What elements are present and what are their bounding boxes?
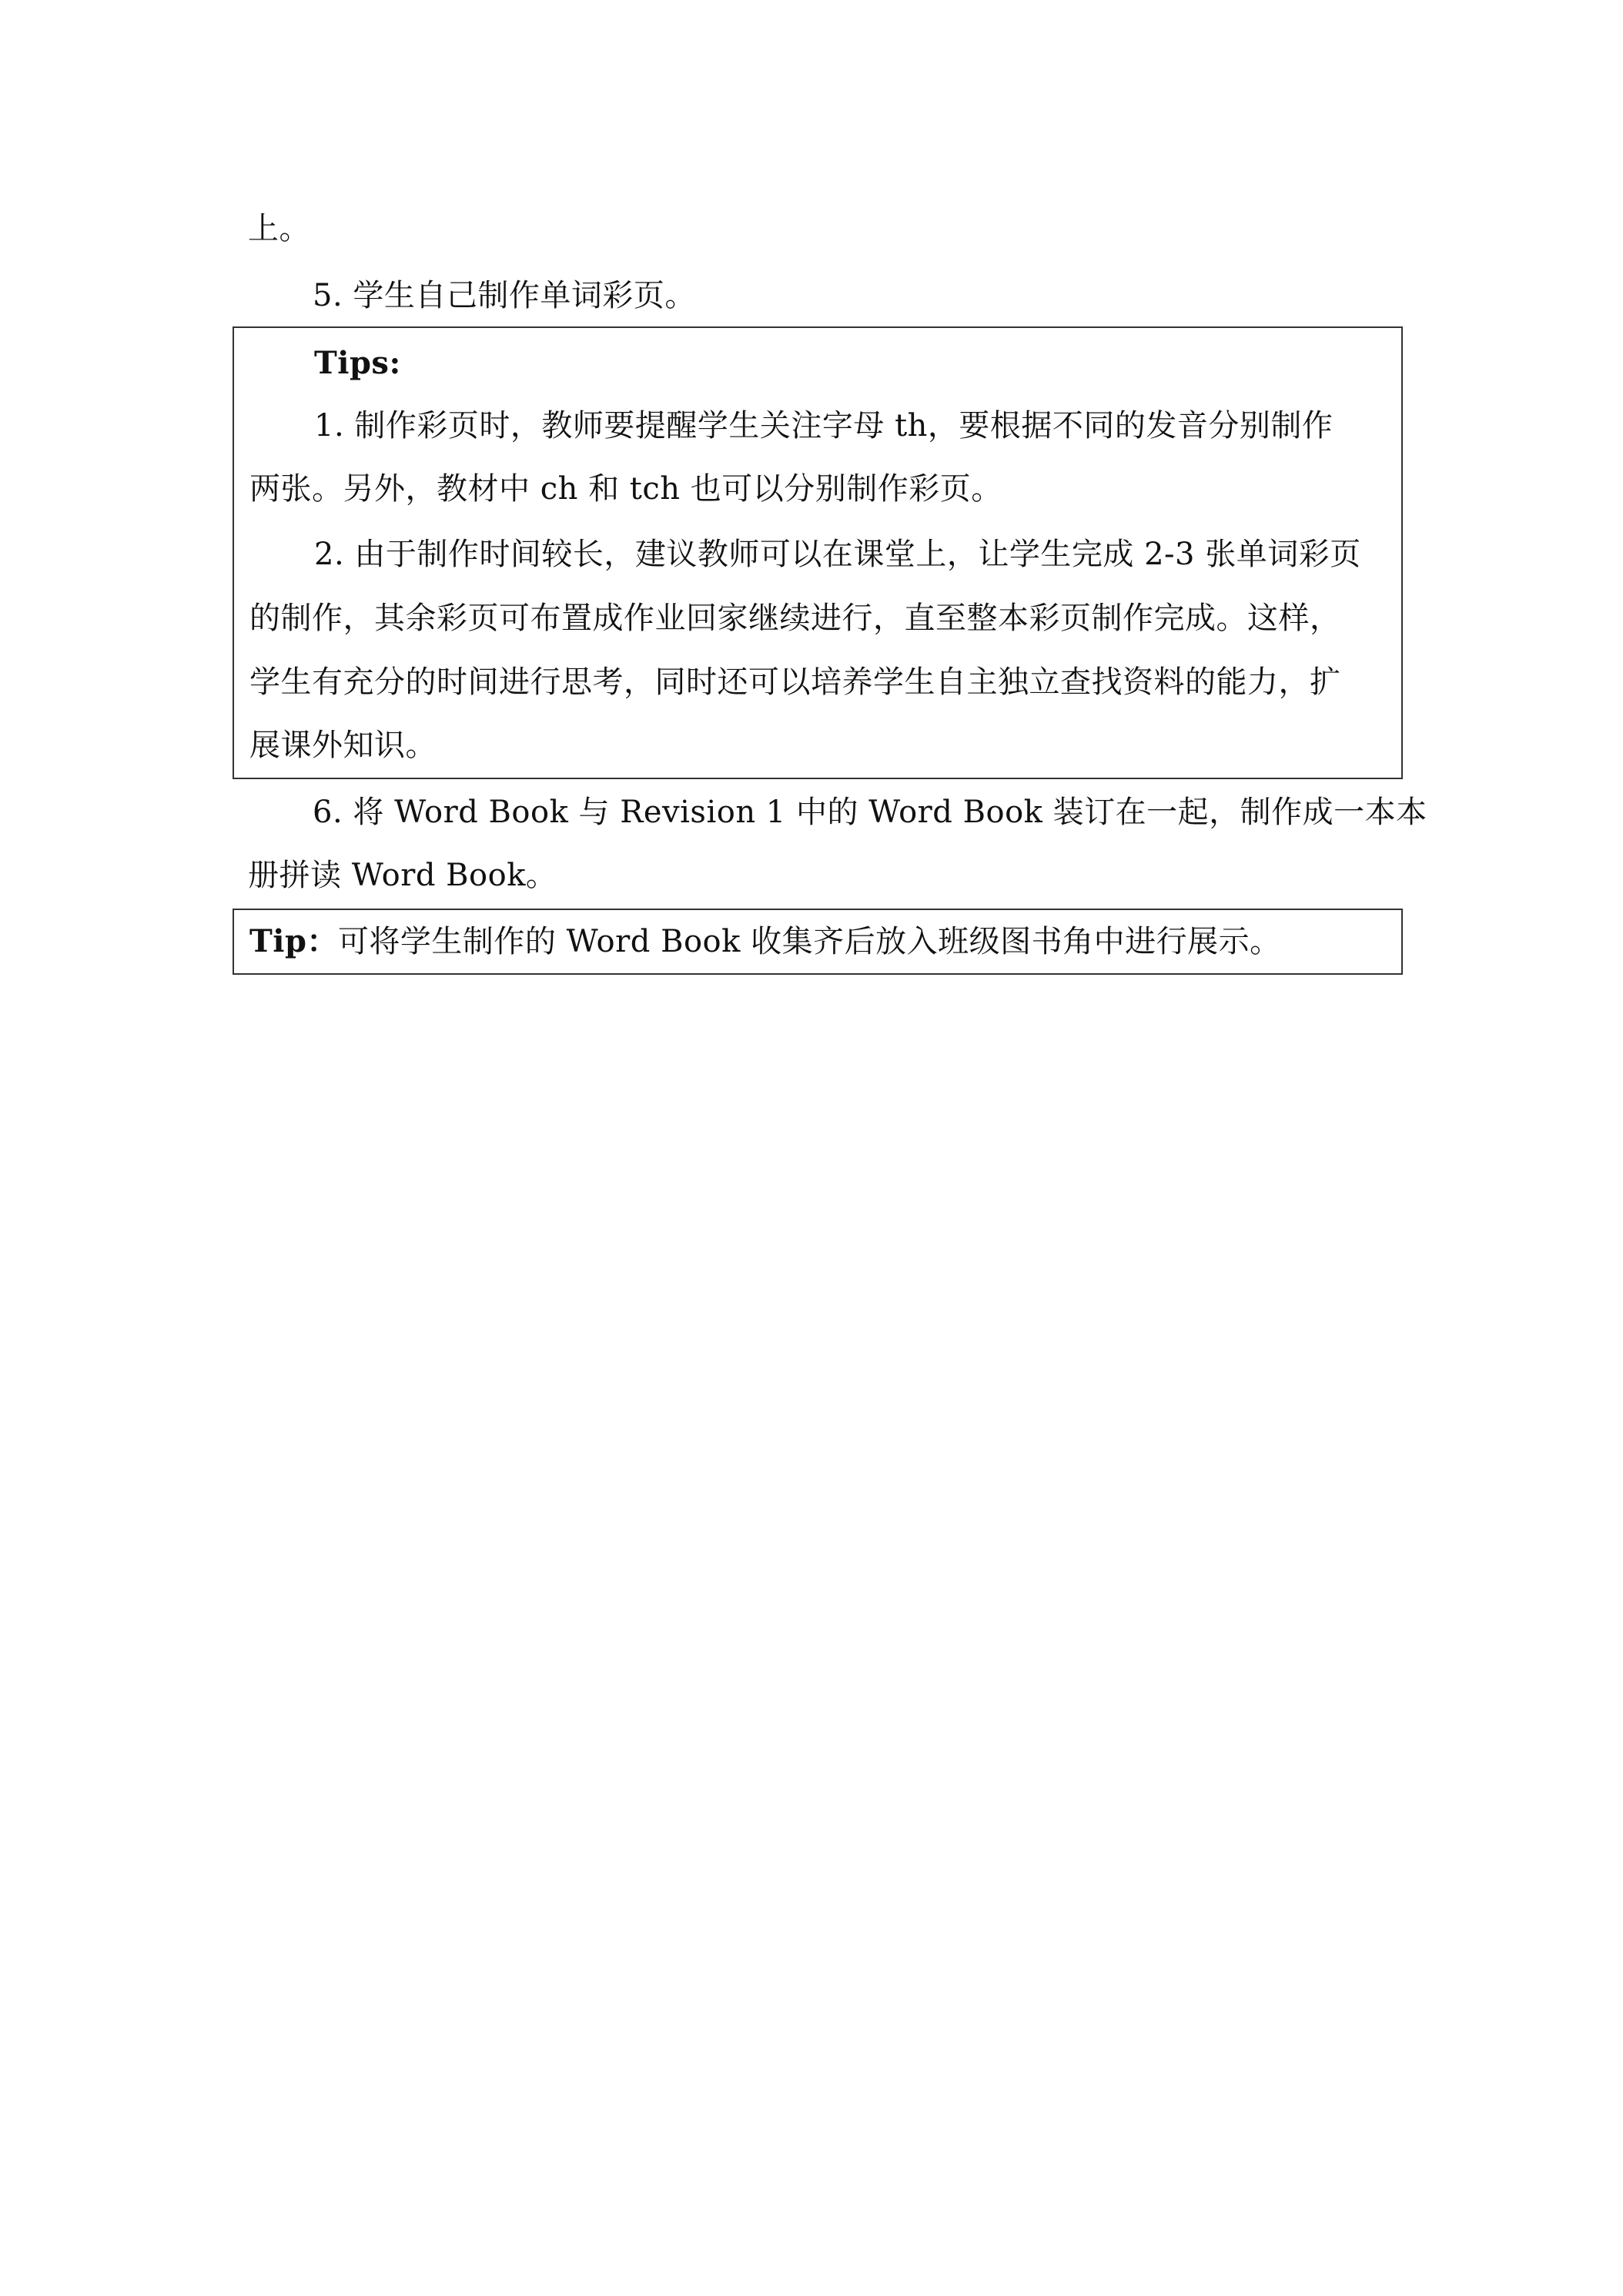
tip-2-line-4: 展课外知识。 [249,728,437,763]
tips-heading: Tips: [314,345,401,381]
tip-1-line-2: 两张。另外，教材中 ch 和 tch 也可以分别制作彩页。 [249,471,1002,507]
tip-2-line-1: 2. 由于制作时间较长，建议教师可以在课堂上，让学生完成 2-3 张单词彩页 [314,537,1361,572]
continuation-text: 上。 [248,211,310,246]
tip-label: Tip： [249,923,338,959]
tip-line [249,923,1281,959]
tips-box [233,326,1403,779]
tip-2-line-3: 学生有充分的时间进行思考，同时还可以培养学生自主独立查找资料的能力，扩 [249,664,1341,700]
step-5-text: 5. 学生自己制作单词彩页。 [313,278,696,313]
tip-2-line-2: 的制作，其余彩页可布置成作业回家继续进行，直至整本彩页制作完成。这样， [249,601,1341,636]
tip-1-line-1: 1. 制作彩页时，教师要提醒学生关注字母 th，要根据不同的发音分别制作 [314,408,1334,443]
tip-box [233,909,1403,975]
step-6-line-2: 册拼读 Word Book。 [248,858,557,893]
tip-text: 可将学生制作的 Word Book 收集齐后放入班级图书角中进行展示。 [337,924,1281,959]
step-6-line-1: 6. 将 Word Book 与 Revision 1 中的 Word Book 装订在一起，制作成一本本 [313,795,1427,830]
